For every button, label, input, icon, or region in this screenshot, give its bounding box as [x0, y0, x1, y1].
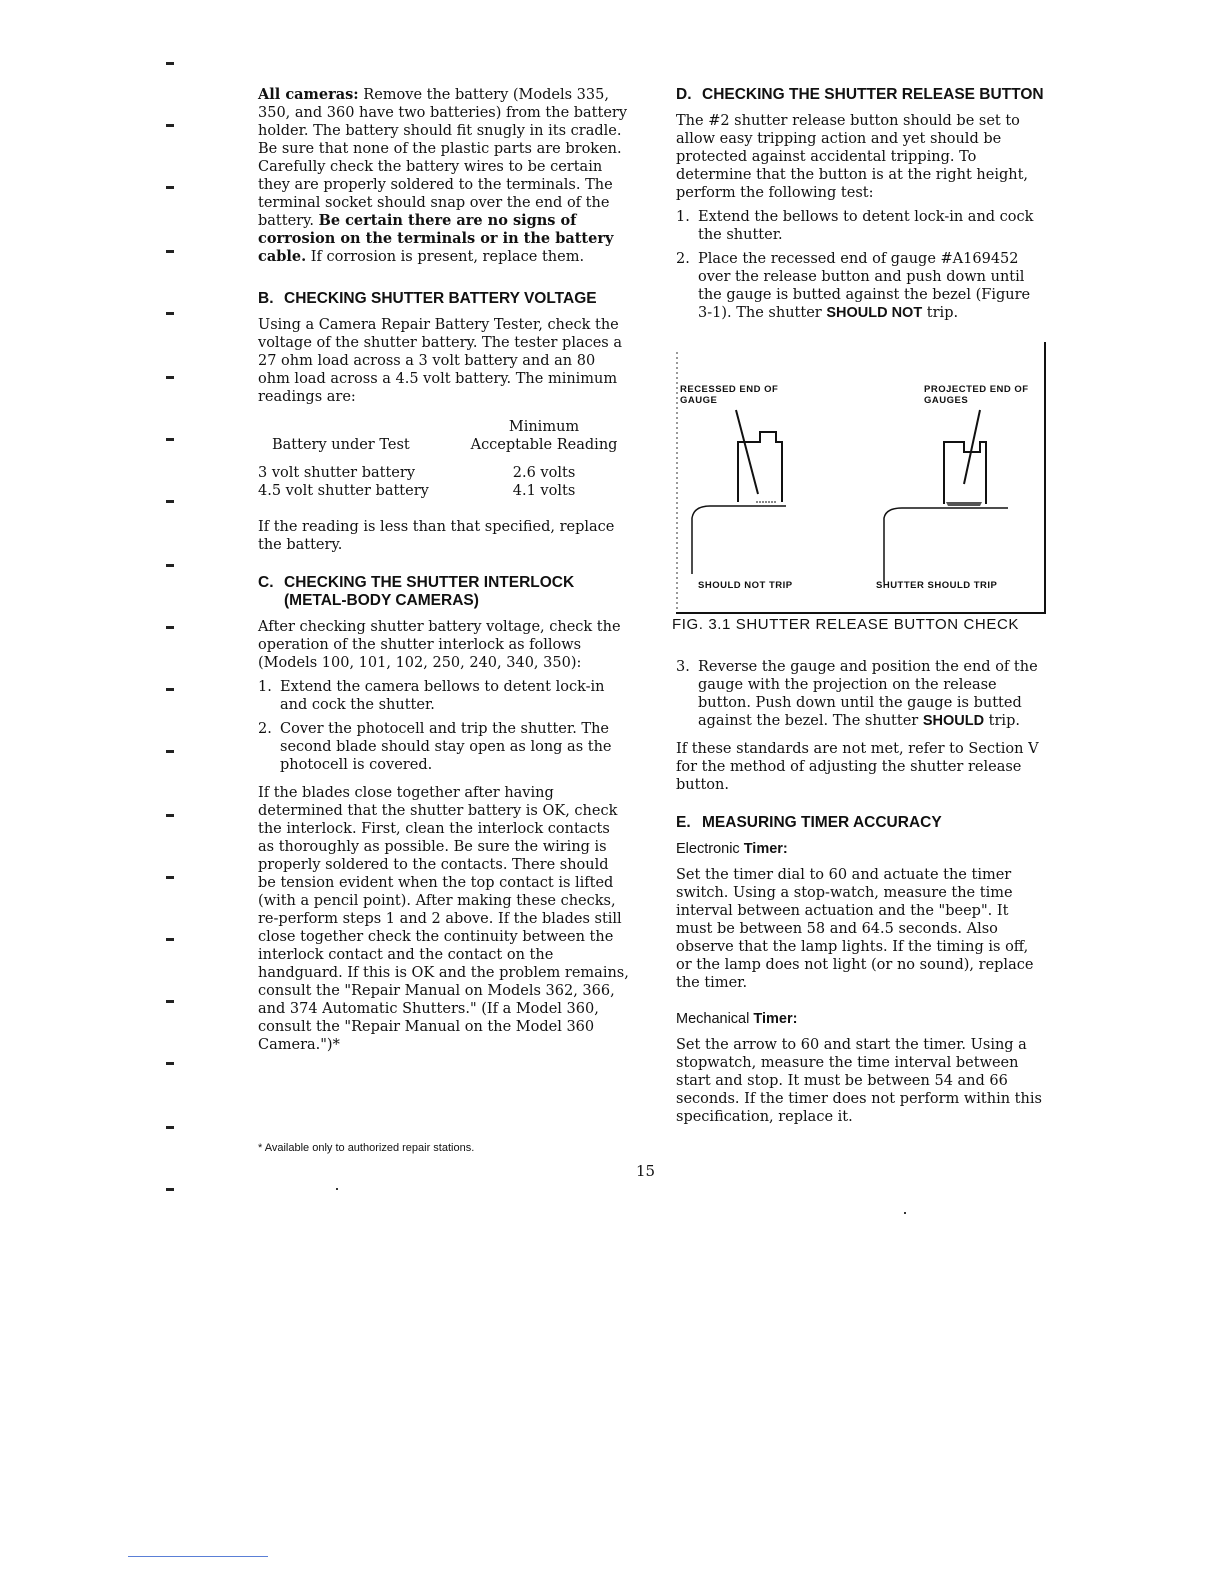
step-text-post: trip.	[984, 713, 1020, 729]
header-reading-line2: Acceptable Reading	[470, 437, 618, 453]
right-column-lower	[676, 658, 1046, 1138]
section-d-title: CHECKING THE SHUTTER RELEASE BUTTON	[702, 86, 1044, 103]
header-reading-line1: Minimum	[508, 419, 580, 435]
section-c-number: C.	[258, 574, 274, 591]
figure-label-recessed: RECESSED END OF GAUGE	[680, 384, 779, 406]
margin-tick	[166, 312, 174, 315]
intro-lead: All cameras:	[258, 86, 359, 103]
section-d-heading	[676, 86, 1046, 104]
footnote: * Available only to authorized repair stations.	[258, 1142, 475, 1154]
margin-tick	[166, 438, 174, 441]
figure-label-projected: PROJECTED END OF GAUGES	[924, 384, 1029, 406]
mechanical-label-bold: Timer:	[753, 1011, 798, 1027]
battery-table-header-battery: Battery under Test	[272, 437, 410, 453]
electronic-timer-body: Set the timer dial to 60 and actuate the timer switch. Using a stop-watch, measure the time interval between actuation and the "beep". It must be between 58 and 64.5 seconds. Also observe that the lamp lights. If the timing is off, or the lamp does not light (or no sound), replace the timer.	[676, 867, 1034, 991]
table-row	[258, 482, 630, 500]
section-c-heading	[258, 574, 630, 610]
step-text-post: trip.	[922, 305, 959, 321]
page-number: 15	[636, 1162, 656, 1180]
section-d-number: D.	[676, 86, 692, 103]
section-b-heading	[258, 290, 630, 308]
projected-gauge	[884, 410, 1008, 582]
section-d-after: If these standards are not met, refer to Section V for the method of adjusting the shutter release button.	[676, 741, 1039, 793]
section-d-body: The #2 shutter release button should be set to allow easy tripping action and yet should be protected against accidental tripping. To determine that the button is at the right height, perform the following test:	[676, 113, 1029, 201]
battery-table	[258, 418, 630, 500]
margin-tick	[166, 750, 174, 753]
left-column	[258, 86, 630, 1066]
recessed-gauge	[692, 410, 786, 574]
list-item	[676, 250, 1046, 322]
mechanical-label: Mechanical	[676, 1011, 754, 1027]
section-c-body: After checking shutter battery voltage, check the operation of the shutter interlock as follows (Models 100, 101, 102, 250, 240, 340, 350):	[258, 619, 621, 671]
gauge-drawing	[676, 342, 1044, 612]
section-b-number: B.	[258, 290, 274, 307]
step-text: Extend the bellows to detent lock-in and cock the shutter.	[698, 209, 1034, 243]
list-item	[676, 208, 1046, 244]
margin-tick	[166, 62, 174, 65]
margin-tick	[166, 1062, 174, 1065]
step-number: 2.	[676, 251, 690, 267]
step-text: Extend the camera bellows to detent lock-in and cock the shutter.	[280, 679, 605, 713]
intro-text-2: If corrosion is present, replace them.	[306, 249, 585, 265]
step-text: Cover the photocell and trip the shutter. The second blade should stay open as long as the photocell is covered.	[280, 721, 612, 773]
margin-tick	[166, 186, 174, 189]
margin-tick	[166, 124, 174, 127]
margin-tick	[166, 250, 174, 253]
step-text-pre: Place the recessed end of gauge #A169452 over the release button and push down until the gauge is butted against the bezel (Figure 3-1). The shutter	[698, 251, 1031, 321]
section-e-title: MEASURING TIMER ACCURACY	[702, 814, 942, 831]
section-e-number: E.	[676, 814, 691, 831]
reading-cell: 4.1 volts	[512, 483, 576, 499]
margin-tick	[166, 876, 174, 879]
step-number: 3.	[676, 659, 690, 675]
step-number: 1.	[676, 209, 690, 225]
margin-tick	[166, 626, 174, 629]
electronic-label: Electronic	[676, 841, 744, 857]
figure-gauge-diagram	[676, 342, 1046, 614]
section-d-steps	[676, 208, 1046, 322]
battery-cell: 4.5 volt shutter battery	[258, 483, 429, 499]
list-item	[258, 678, 630, 714]
intro-paragraph	[258, 86, 630, 266]
margin-tick	[166, 376, 174, 379]
section-c-title: CHECKING THE SHUTTER INTERLOCK (METAL-BODY CAMERAS)	[284, 574, 575, 609]
step-text-bold: SHOULD NOT	[826, 305, 923, 321]
figure-label-shutter-should-trip: SHUTTER SHOULD TRIP	[876, 580, 998, 591]
mechanical-timer-heading	[676, 1010, 1046, 1028]
step-text-bold: SHOULD	[922, 713, 985, 729]
intro-text-1: Remove the battery (Models 335, 350, and 360 have two batteries) from the battery holder. The battery should fit snugly in its cradle. Be sure that none of the plastic parts are broken. Carefully check the battery wires to be certain they are properly soldered to the terminals. The terminal socket should snap over the end of the battery.	[258, 87, 628, 229]
figure-label-should-not-trip: SHOULD NOT TRIP	[698, 580, 793, 591]
step-text	[698, 658, 1046, 730]
margin-tick	[166, 688, 174, 691]
section-b-body: Using a Camera Repair Battery Tester, check the voltage of the shutter battery. The tester places a 27 ohm load across a 3 volt battery and an 80 ohm load across a 4.5 volt battery. The minimum readings are:	[258, 317, 622, 405]
figure-caption: FIG. 3.1 SHUTTER RELEASE BUTTON CHECK	[672, 616, 1019, 633]
section-d-step3	[676, 658, 1046, 730]
margin-tick	[166, 1188, 174, 1191]
step-text-pre: Reverse the gauge and position the end of the gauge with the projection on the release button. Push down until the gauge is butted against the bezel. The shutter	[698, 659, 1038, 729]
step-text	[698, 250, 1046, 322]
step-number: 1.	[258, 679, 272, 695]
battery-cell: 3 volt shutter battery	[258, 465, 416, 481]
margin-tick	[166, 1126, 174, 1129]
section-e-heading	[676, 814, 1046, 832]
bottom-rule	[128, 1556, 268, 1557]
table-row	[258, 464, 630, 482]
step-number: 2.	[258, 721, 272, 737]
margin-tick	[166, 814, 174, 817]
margin-tick	[166, 564, 174, 567]
electronic-label-bold: Timer:	[743, 841, 788, 857]
margin-tick	[166, 1000, 174, 1003]
mechanical-timer-body: Set the arrow to 60 and start the timer. Using a stopwatch, measure the time interval between start and stop. It must be between 54 and 66 seconds. If the timer does not perform within this specification, replace it.	[676, 1037, 1042, 1125]
intro-warning: Be certain there are no signs of corrosion on the terminals or in the battery cable.	[258, 212, 614, 265]
speck	[904, 1212, 906, 1214]
right-column	[676, 86, 1046, 332]
reading-cell: 2.6 volts	[512, 465, 576, 481]
speck	[336, 1188, 338, 1190]
margin-tick	[166, 500, 174, 503]
list-item	[258, 720, 630, 774]
list-item	[676, 658, 1046, 730]
margin-tick	[166, 938, 174, 941]
section-c-after: If the blades close together after having determined that the shutter battery is OK, check the interlock. First, clean the interlock contacts as thoroughly as possible. Be sure the wiring is properly soldered to the contacts. There should be tension evident when the top contact is lifted (with a pencil point). After making these checks, re-perform steps 1 and 2 above. If the blades still close together check the continuity between the interlock contact and the contact on the handguard. If this is OK and the problem remains, consult the "Repair Manual on Models 362, 366, and 374 Automatic Shutters." (If a Model 360, consult the "Repair Manual on the Model 360 Camera.")*	[258, 785, 629, 1053]
section-b-after: If the reading is less than that specified, replace the battery.	[258, 519, 615, 553]
battery-table-header-reading	[458, 418, 630, 464]
section-c-steps	[258, 678, 630, 774]
section-b-title: CHECKING SHUTTER BATTERY VOLTAGE	[284, 290, 597, 307]
electronic-timer-heading	[676, 840, 1046, 858]
